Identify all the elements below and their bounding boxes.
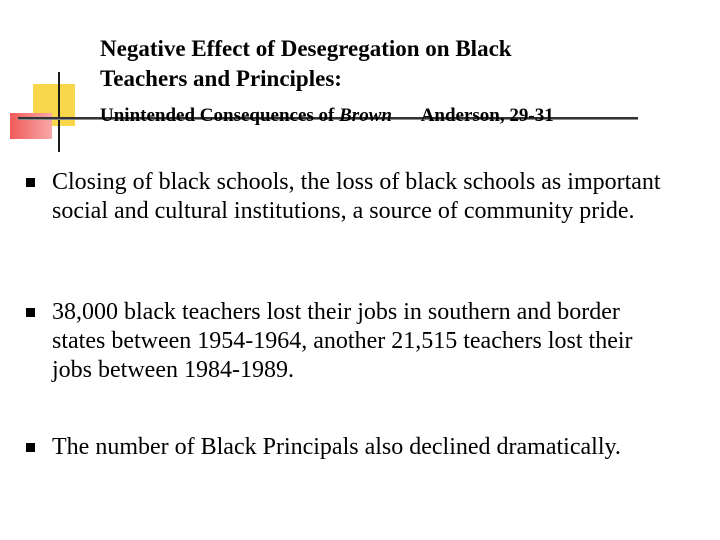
title-line-1: Negative Effect of Desegregation on Black [100,36,512,61]
square-bullet-icon [26,178,35,187]
slide-subtitle [100,104,554,128]
bullet-text: 38,000 black teachers lost their jobs in southern and border states between 1954-1964, another 21,515 teachers lost their jobs between 1984-1989. [52,299,633,383]
bullet-item [52,298,672,385]
title-line-2: Teachers and Principles: [100,66,342,91]
bullet-item [52,168,672,226]
square-bullet-icon [26,308,35,317]
decorative-vertical-line [58,72,60,152]
subtitle-text: Unintended Consequences of [100,105,340,126]
bullet-item [52,433,672,462]
bullet-text: Closing of black schools, the loss of black schools as important social and cultural institutions, a source of community pride. [52,169,661,224]
square-bullet-icon [26,443,35,452]
slide-title [100,34,680,94]
subtitle-emphasis: Brown [339,105,392,126]
subtitle-citation: Anderson, 29-31 [420,105,554,126]
bullet-text: The number of Black Principals also declined dramatically. [52,434,621,460]
